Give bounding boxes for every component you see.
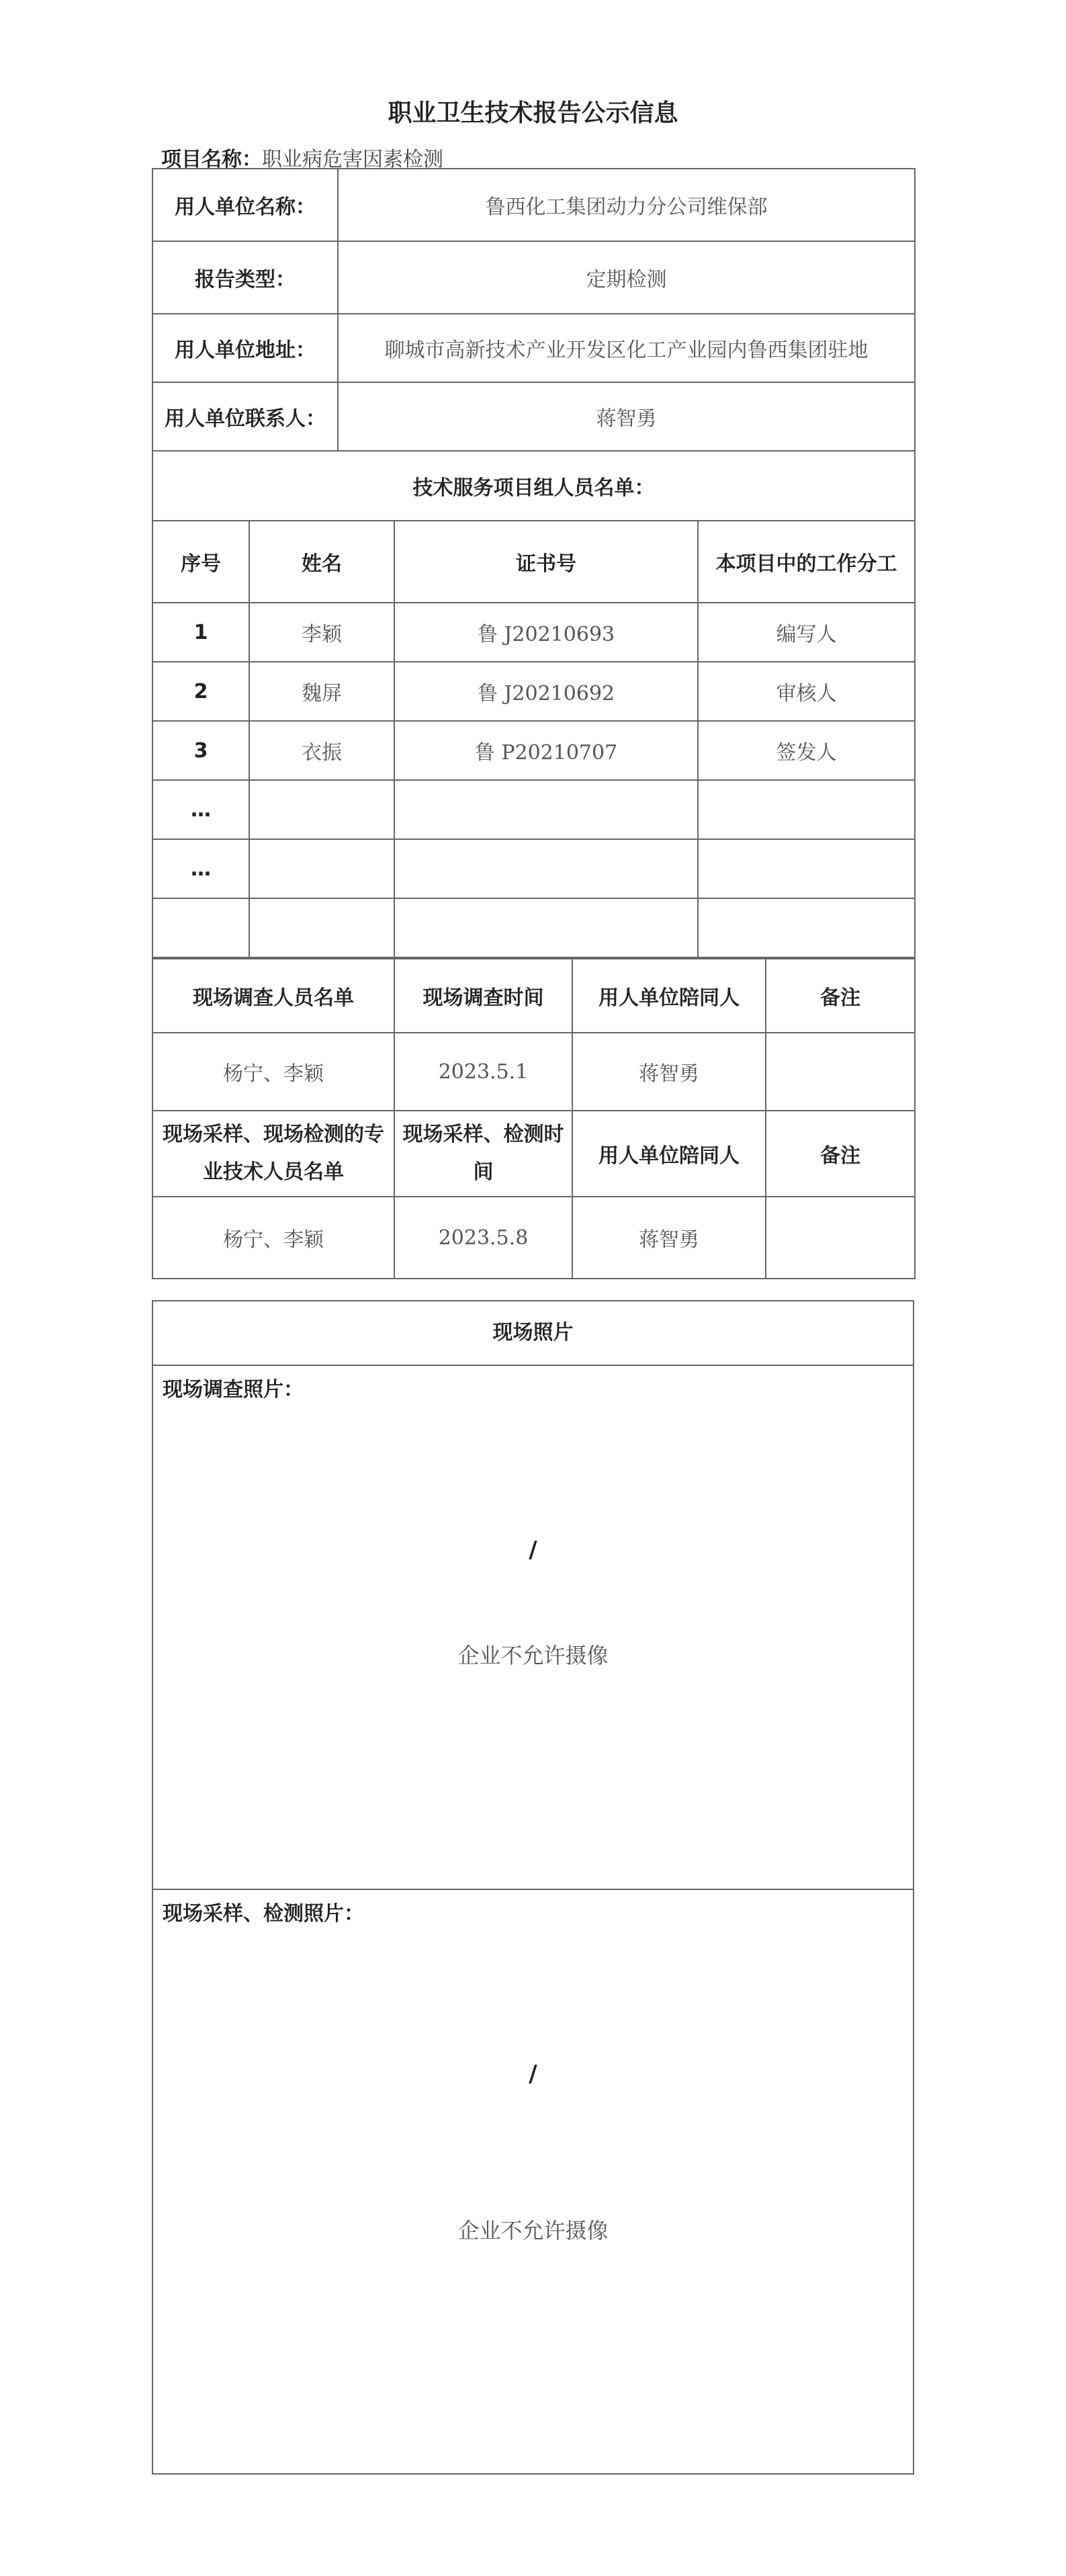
row-index: … (152, 839, 249, 898)
row-certificate (394, 839, 698, 898)
sampling-staff: 杨宁、李颖 (152, 1197, 394, 1279)
project-label: 项目名称： (161, 148, 262, 171)
sampling-remark (766, 1197, 915, 1279)
table-row (152, 603, 915, 662)
col-header-role: 本项目中的工作分工 (698, 521, 915, 603)
contact-label: 用人单位联系人： (152, 382, 338, 451)
row-index: 1 (152, 603, 249, 662)
survey-staff-header: 现场调查人员名单 (152, 959, 394, 1033)
company-info-table (152, 168, 916, 521)
row-role: 签发人 (698, 721, 915, 780)
survey-row (152, 1033, 915, 1111)
row-role (698, 780, 915, 839)
table-row (152, 721, 915, 780)
company-name-row (152, 169, 915, 241)
row-index (152, 898, 249, 957)
table-row (152, 780, 915, 839)
row-name (249, 839, 394, 898)
survey-photo-slash: / (529, 1537, 537, 1563)
staff-heading: 技术服务项目组人员名单： (152, 451, 915, 521)
contact-row (152, 382, 915, 451)
row-certificate (394, 898, 698, 957)
row-name: 衣振 (249, 721, 394, 780)
survey-escort: 蒋智勇 (572, 1033, 766, 1111)
survey-time-header: 现场调查时间 (394, 959, 572, 1033)
staff-table (152, 520, 916, 958)
company-name-label: 用人单位名称： (152, 169, 338, 241)
sampling-staff-header: 现场采样、现场检测的专业技术人员名单 (152, 1111, 394, 1197)
photos-heading: 现场照片 (152, 1300, 914, 1366)
sampling-time: 2023.5.8 (394, 1197, 572, 1279)
row-role: 审核人 (698, 662, 915, 721)
sampling-header-row (152, 1111, 915, 1197)
sampling-photo-label: 现场采样、检测照片： (163, 1902, 364, 1926)
survey-escort-header: 用人单位陪同人 (572, 959, 766, 1033)
row-name (249, 898, 394, 957)
address-row (152, 314, 915, 382)
address-value: 聊城市高新技术产业开发区化工产业园内鲁西集团驻地 (338, 314, 915, 382)
table-row (152, 839, 915, 898)
survey-remark (766, 1033, 915, 1111)
page-title: 职业卫生技术报告公示信息 (388, 99, 678, 127)
report-type-label: 报告类型： (152, 241, 338, 314)
sampling-escort-header: 用人单位陪同人 (572, 1111, 766, 1197)
row-certificate: 鲁 J20210692 (394, 662, 698, 721)
table-row (152, 898, 915, 957)
sampling-remark-header: 备注 (766, 1111, 915, 1197)
address-label: 用人单位地址： (152, 314, 338, 382)
staff-heading-row (152, 451, 915, 521)
row-index: 2 (152, 662, 249, 721)
sampling-row (152, 1197, 915, 1279)
survey-header-row (152, 959, 915, 1033)
survey-remark-header: 备注 (766, 959, 915, 1033)
row-name: 李颖 (249, 603, 394, 662)
row-index: … (152, 780, 249, 839)
col-header-name: 姓名 (249, 521, 394, 603)
row-index: 3 (152, 721, 249, 780)
survey-photo-note: 企业不允许摄像 (457, 1643, 609, 1668)
survey-time: 2023.5.1 (394, 1033, 572, 1111)
survey-photo-section (152, 1365, 914, 1890)
sampling-photo-note: 企业不允许摄像 (457, 2218, 609, 2243)
staff-header-row (152, 521, 915, 603)
row-certificate (394, 780, 698, 839)
row-certificate: 鲁 J20210693 (394, 603, 698, 662)
report-type-value: 定期检测 (338, 241, 915, 314)
survey-table (152, 958, 916, 1279)
company-name-value: 鲁西化工集团动力分公司维保部 (338, 169, 915, 241)
row-role (698, 898, 915, 957)
sampling-photo-slash: / (529, 2061, 537, 2088)
survey-photo-label: 现场调查照片： (163, 1378, 304, 1402)
contact-value: 蒋智勇 (338, 382, 915, 451)
survey-staff: 杨宁、李颖 (152, 1033, 394, 1111)
sampling-photo-section (152, 1889, 914, 2475)
report-type-row (152, 241, 915, 314)
row-certificate: 鲁 P20210707 (394, 721, 698, 780)
row-name (249, 780, 394, 839)
col-header-certificate: 证书号 (394, 521, 698, 603)
row-role: 编写人 (698, 603, 915, 662)
row-name: 魏屏 (249, 662, 394, 721)
row-role (698, 839, 915, 898)
sampling-time-header: 现场采样、检测时间 (394, 1111, 572, 1197)
project-value: 职业病危害因素检测 (262, 148, 443, 171)
col-header-index: 序号 (152, 521, 249, 603)
sampling-escort: 蒋智勇 (572, 1197, 766, 1279)
table-row (152, 662, 915, 721)
